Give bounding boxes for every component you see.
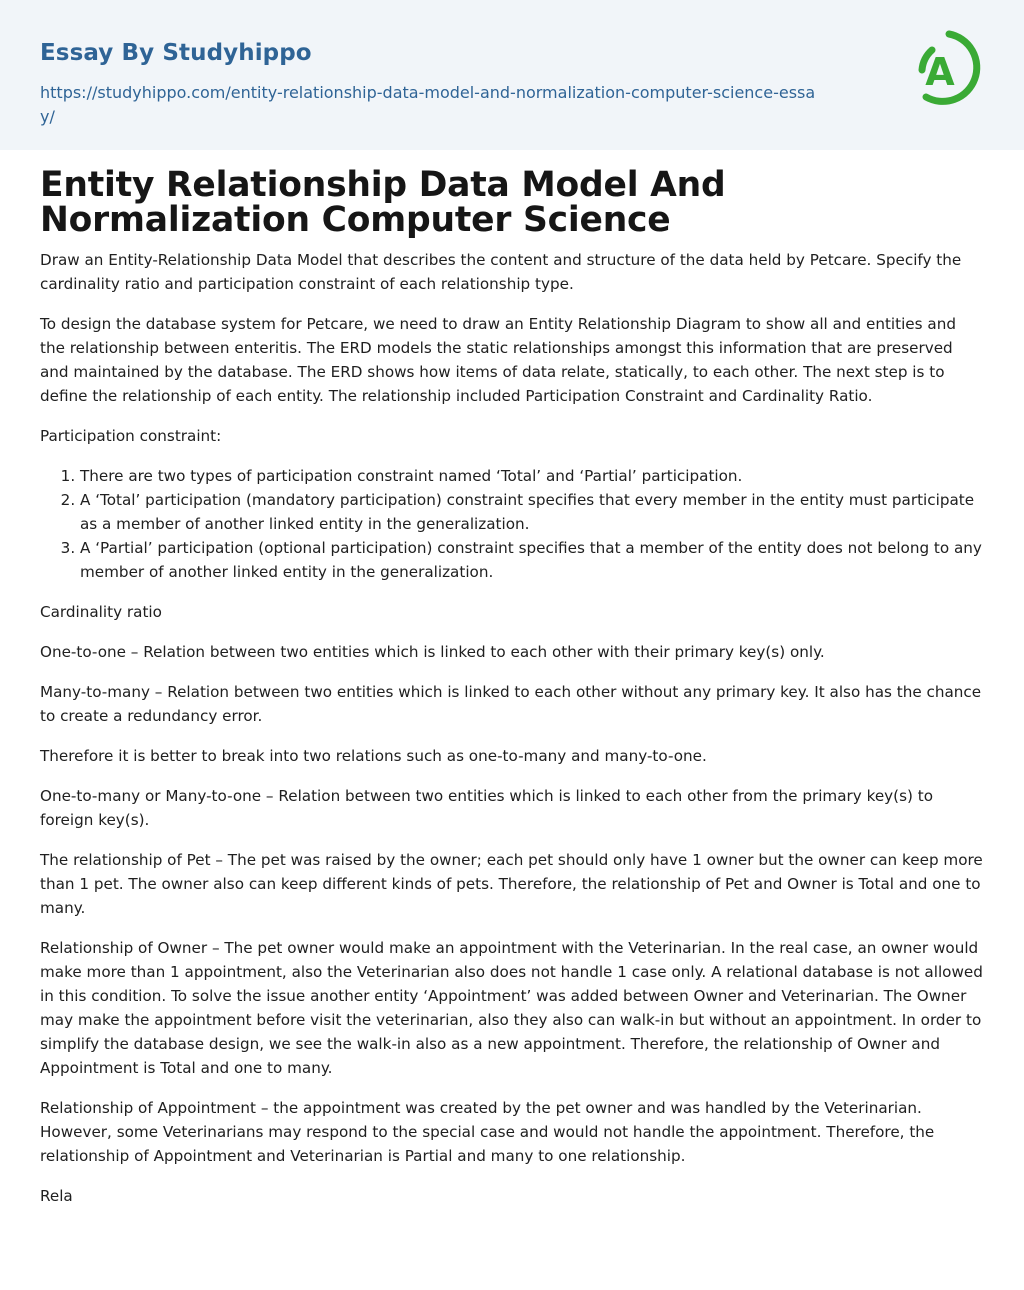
list-item: 3. A ‘Partial’ participation (optional participation) constraint specifies that a member of the entity does not belong to any member of another linked entity in the generalization.: [80, 536, 984, 584]
paragraph-cardinality-heading: Cardinality ratio: [40, 603, 162, 621]
article-body: [40, 165, 984, 1224]
paragraph-truncated: Rela: [40, 1187, 73, 1205]
paragraph-one-to-many: One-to-many or Many-to-one – Relation between two entities which is linked to each other from the primary key(s) to foreign key(s).: [40, 787, 934, 829]
list-item: 2. A ‘Total’ participation (mandatory participation) constraint specifies that every member in the entity must participate as a member of another linked entity in the generalization.: [80, 488, 984, 536]
paragraph-intro: Draw an Entity-Relationship Data Model that describes the content and structure of the data held by Petcare. Specify the cardinality ratio and participation constraint of each relationship type.: [40, 251, 962, 293]
paragraph-relationship-appointment: Relationship of Appointment – the appointment was created by the pet owner and was handled by the Veterinarian. However, some Veterinarians may respond to the special case and would not handle the appointment. Therefore, the relationship of Appointment and Veterinarian is Partial and many to one relationship.: [40, 1099, 935, 1165]
paragraph-one-to-one: One-to-one – Relation between two entities which is linked to each other with their primary key(s) only.: [40, 643, 825, 661]
paragraph-break-relations: Therefore it is better to break into two relations such as one-to-many and many-to-one.: [40, 747, 707, 765]
studyhippo-logo-icon[interactable]: [912, 28, 986, 116]
paragraph-relationship-owner: Relationship of Owner – The pet owner would make an appointment with the Veterinarian. In the real case, an owner would make more than 1 appointment, also the Veterinarian also does not handle 1 case only. A relational database is not allowed in this condition. To solve the issue another entity ‘Appointment’ was added between Owner and Veterinarian. The Owner may make the appointment before visit the veterinarian, also they also can walk-in but without an appointment. In order to simplify the database design, we see the walk-in also as a new appointment. Therefore, the relationship of Owner and Appointment is Total and one to many.: [40, 939, 983, 1077]
paragraph-participation-heading: Participation constraint:: [40, 427, 222, 445]
paragraph-erd-design: To design the database system for Petcare, we need to draw an Entity Relationship Diagram to show all and entities and the relationship between enteritis. The ERD models the static relationships amongst this information that are preserved and maintained by the database. The ERD shows how items of data relate, statically, to each other. The next step is to define the relationship of each entity. The relationship included Participation Constraint and Cardinality Ratio.: [40, 315, 956, 405]
participation-list: [40, 464, 984, 584]
list-item: 1. There are two types of participation constraint named ‘Total’ and ‘Partial’ participation.: [80, 464, 984, 488]
logo-letter: A: [925, 50, 955, 94]
paragraph-many-to-many: Many-to-many – Relation between two entities which is linked to each other without any primary key. It also has the chance to create a redundancy error.: [40, 683, 982, 725]
site-header: [0, 0, 1024, 150]
article-title: Entity Relationship Data Model And Normalization Computer Science: [40, 165, 726, 240]
essay-url-link[interactable]: https://studyhippo.com/entity-relationship-data-model-and-normalization-computer-science-essay/: [40, 83, 816, 126]
site-brand-link[interactable]: Essay By Studyhippo: [40, 40, 312, 66]
paragraph-relationship-pet: The relationship of Pet – The pet was raised by the owner; each pet should only have 1 owner but the owner can keep more than 1 pet. The owner also can keep different kinds of pets. Therefore, the relationship of Pet and Owner is Total and one to many.: [40, 851, 983, 917]
